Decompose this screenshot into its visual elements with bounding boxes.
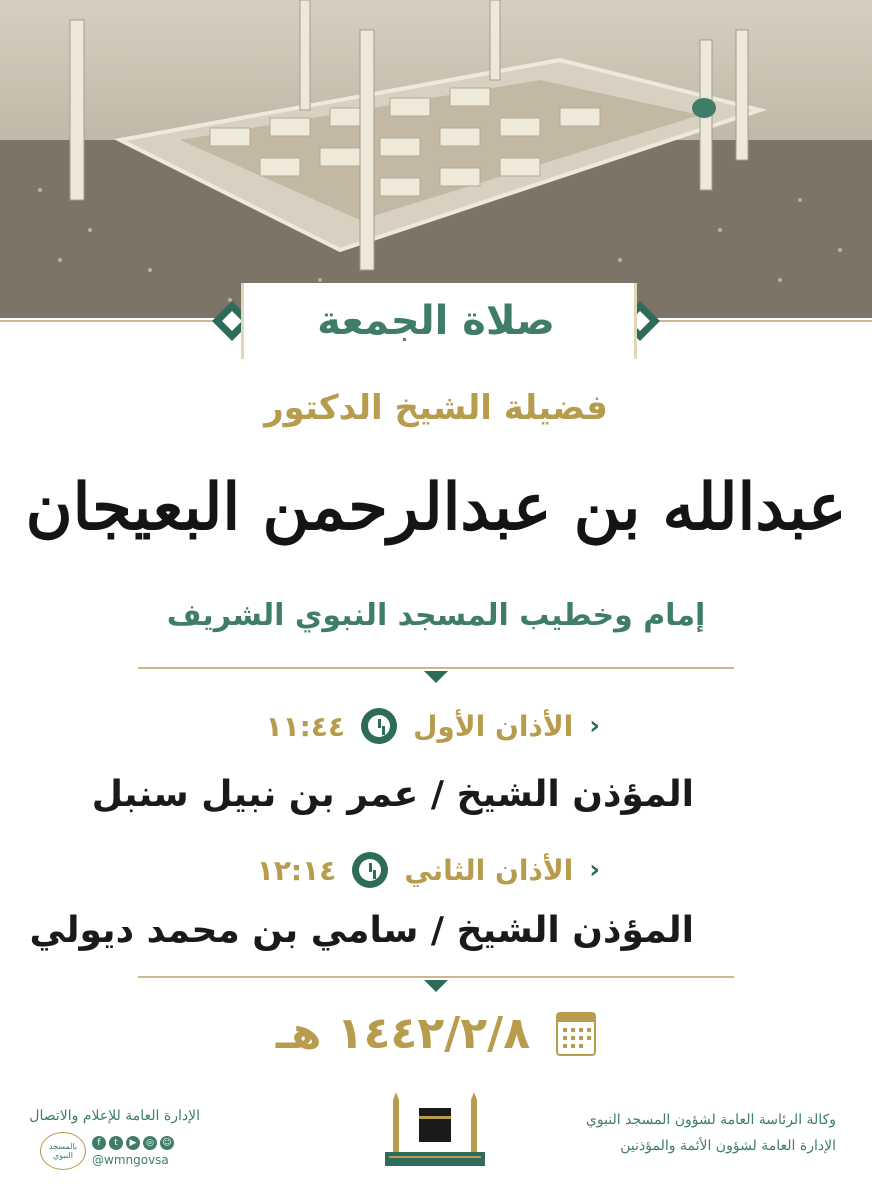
page-title: صلاة الجمعة — [317, 298, 555, 344]
adhan-row-1 — [266, 708, 601, 744]
adhan-time: ١٢:١٤ — [256, 853, 337, 887]
facebook-icon[interactable]: f — [92, 1136, 106, 1150]
youtube-icon[interactable]: ▶ — [126, 1136, 140, 1150]
imam-honorific: فضيلة الشيخ الدكتور — [264, 388, 608, 428]
mosque-photo — [0, 0, 872, 318]
imam-role: إمام وخطيب المسجد النبوي الشريف — [166, 598, 706, 633]
calendar-icon — [556, 1012, 596, 1056]
footer-agency-logo — [585, 1112, 836, 1154]
footer-media-logo — [29, 1108, 200, 1170]
snapchat-icon[interactable]: ☺ — [160, 1136, 174, 1150]
divider-bottom — [138, 976, 734, 978]
twitter-icon[interactable]: t — [109, 1136, 123, 1150]
clock-icon — [361, 708, 397, 744]
chevron-left-icon: ‹ — [589, 711, 600, 741]
adhan-label: الأذان الأول — [413, 709, 574, 743]
clock-icon — [352, 852, 388, 888]
divider-top — [138, 667, 734, 669]
adhan-time: ١١:٤٤ — [265, 709, 346, 743]
muezzin-name-2: المؤذن الشيخ / سامي بن محمد ديولي — [29, 910, 694, 951]
instagram-icon[interactable]: ◎ — [143, 1136, 157, 1150]
muezzin-name-1: المؤذن الشيخ / عمر بن نبيل سنبل — [91, 774, 694, 815]
title-banner — [0, 283, 872, 363]
date-row — [0, 1008, 872, 1059]
agency-name: وكالة الرئاسة العامة لشؤون المسجد النبوي — [585, 1112, 836, 1128]
imams-dept-name: الإدارة العامة لشؤون الأئمة والمؤذنين — [620, 1138, 836, 1154]
media-emblem: بالمسجد النبوي — [40, 1132, 86, 1170]
imam-name: عبدالله بن عبدالرحمن البعيجان — [25, 470, 847, 545]
presidency-logo — [385, 1090, 485, 1170]
social-handle[interactable]: @wmngovsa — [92, 1152, 169, 1167]
chevron-left-icon: ‹ — [589, 855, 600, 885]
social-block — [40, 1132, 200, 1170]
social-icons — [92, 1136, 174, 1150]
divider-top-arrow — [424, 671, 448, 683]
adhan-row-2 — [257, 852, 600, 888]
adhan-label: الأذان الثاني — [404, 853, 574, 887]
divider-bottom-arrow — [424, 980, 448, 992]
media-dept-name: الإدارة العامة للإعلام والاتصال — [29, 1108, 200, 1124]
mosque-illustration — [0, 0, 872, 318]
hijri-date: ١٤٤٢/٢/٨ هـ — [275, 1008, 531, 1059]
